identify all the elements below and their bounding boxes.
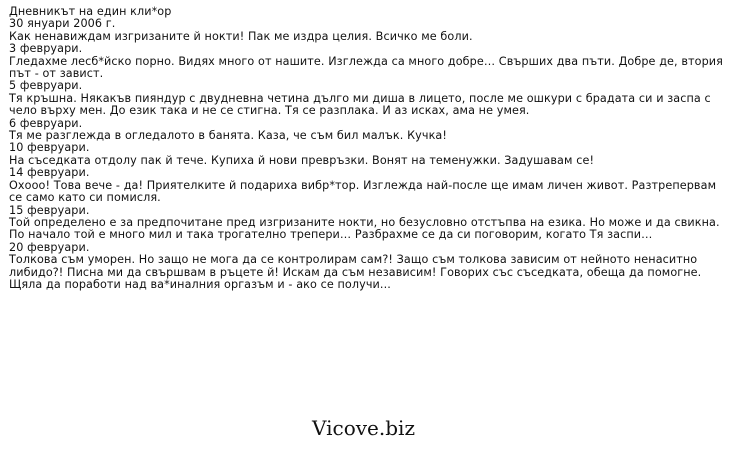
entry-text: На съседката отдолу пак й тече. Купиха й нови превръзки. Вонят на теменужки. Задушавам се! bbox=[9, 153, 595, 167]
entry-text: Толкова съм уморен. Но защо не мога да се контролирам сам?! Защо съм толкова зависим от нейното ненаситно либидо?! Писна ми да свършвам в ръцете й! Искам да съм независим! Говорих със съседката, обеща да помогне. Щяла да поработи над ва*иналния оргазъм и - ако се получи... bbox=[9, 253, 702, 291]
entry-text: Гледахме лесб*йско порно. Видях много от нашите. Изглежда са много добре… Свърших два пъти. Добре де, втория път - от завист. bbox=[9, 54, 723, 81]
entry-text: Как ненавиждам изгризаните й нокти! Пак ме издра целия. Всичко ме боли. bbox=[9, 29, 473, 43]
entry-date: 5 февруари. bbox=[9, 79, 83, 93]
entry-date: 15 февруари. bbox=[9, 203, 90, 217]
entry-text: Тя ме разглежда в огледалото в банята. Каза, че съм бил малък. Кучка! bbox=[9, 129, 447, 143]
entry-date: 10 февруари. bbox=[9, 141, 90, 155]
diary-title: Дневникът на един кли*ор bbox=[9, 5, 172, 18]
diary-text bbox=[9, 6, 731, 291]
entry-text: Охооо! Това вече - да! Приятелките й подариха вибр*тор. Изглежда най-после ще имам личен живот. Разтрепервам се само като си помисля. bbox=[9, 178, 717, 205]
entry-text: Той определено е за предпочитане пред изгризаните нокти, но безусловно отстъпва на езика. Но може и да свикна. По начало той е много мил и така трогателно трепери… Разбрахме се да си поговорим, когато Тя заспи… bbox=[9, 215, 720, 242]
site-watermark: Vicove.biz bbox=[312, 416, 415, 440]
entry-date: 14 февруари. bbox=[9, 166, 90, 180]
entry-text: Тя кръшна. Някакъв пияндур с двудневна четина дълго ми диша в лицето, после ме ошкури с брадата си и заспа с чело върху мен. До език така и не се стигна. Тя се разплака. И аз исках, ама не умея. bbox=[9, 91, 711, 118]
entry-date: 3 февруари. bbox=[9, 42, 83, 56]
entry-date: 20 февруари. bbox=[9, 240, 90, 254]
entry-date: 30 януари 2006 г. bbox=[9, 17, 116, 31]
entry-date: 6 февруари. bbox=[9, 116, 83, 130]
